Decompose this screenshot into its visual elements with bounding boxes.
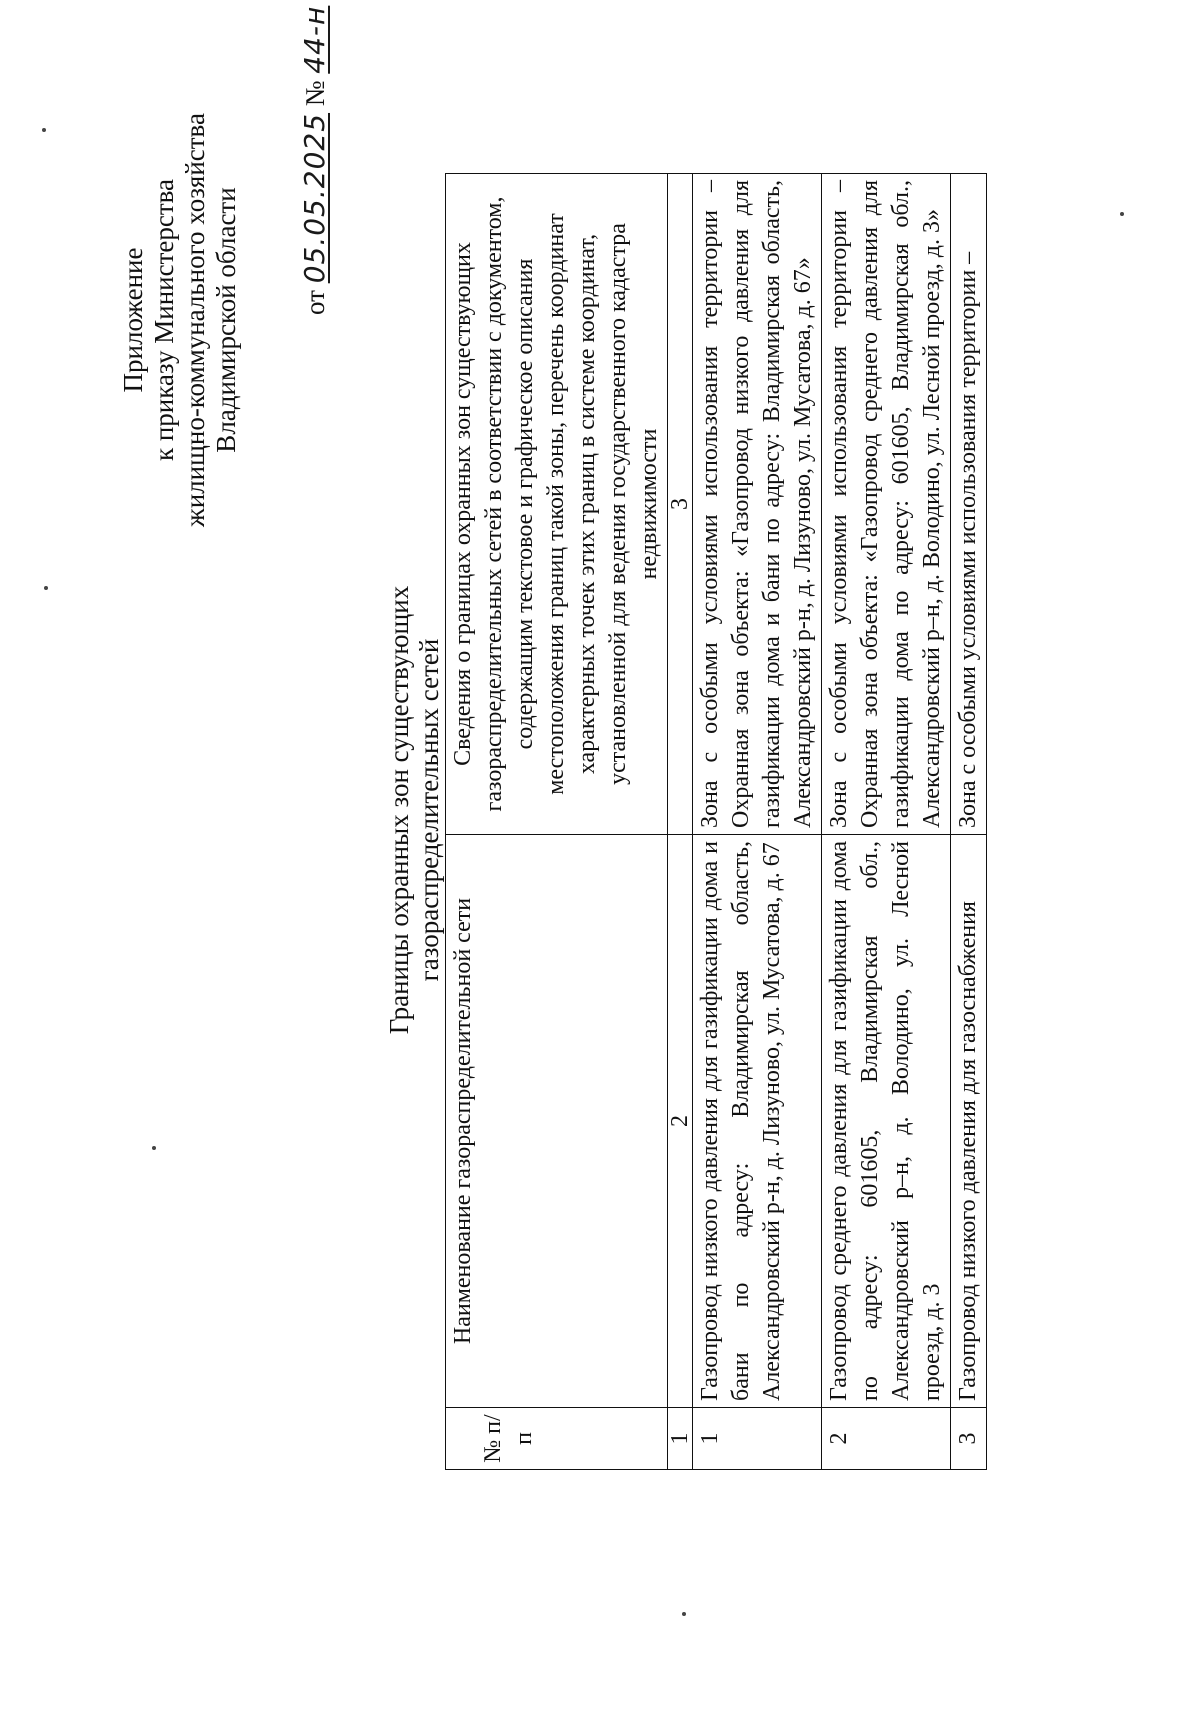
title-line: газораспределительных сетей (414, 638, 444, 982)
table-header-row (446, 174, 668, 1470)
appendix-line: Владимирской области (211, 187, 241, 453)
row-number: 3 (951, 1408, 987, 1470)
zone-info: Зона с особыми условиями использования территории – Охранная зона объекта: «Газопровод низкого давления для газификации дома и бани по адресу: Владимирская область, Александровский р-н, д. Лизуново, ул. Мусатова, д. 67» (693, 174, 822, 835)
order-number-label: № (300, 80, 330, 107)
scan-speck (1120, 212, 1124, 216)
document-title (384, 430, 444, 1190)
title-line: Границы охранных зон существующих (384, 585, 414, 1035)
scan-speck (152, 1146, 156, 1150)
zones-table (445, 173, 987, 1470)
row-number: 2 (822, 1408, 951, 1470)
order-date: 05.05.2025 (298, 112, 331, 284)
scan-speck (42, 128, 46, 132)
appendix-line: жилищно-коммунального хозяйства (180, 113, 210, 527)
column-number: 2 (668, 835, 693, 1408)
scan-speck (44, 586, 48, 590)
appendix-header (118, 110, 242, 530)
scan-speck (682, 1612, 686, 1616)
header-cell-number: № п/п (446, 1408, 668, 1470)
zone-info: Зона с особыми условиями использования территории – Охранная зона объекта: «Газопровод среднего давления для газификации дома по адресу: 601605, Владимирская обл., Александровский р–н, д. Володино, ул. Лесной проезд, д. 3» (822, 174, 951, 835)
appendix-line: к приказу Министерства (149, 178, 179, 462)
zone-info: Зона с особыми условиями использования территории – (951, 174, 987, 835)
order-number: 44-н (298, 5, 331, 74)
header-cell-name: Наименование газораспределительной сети (446, 835, 668, 1408)
table-row (822, 174, 951, 1470)
row-number: 1 (693, 1408, 822, 1470)
column-number-row (668, 174, 693, 1470)
network-name: Газопровод среднего давления для газификации дома по адресу: 601605, Владимирская обл., Александровский р–н, д. Володино, ул. Лесной проезд, д. 3 (822, 835, 951, 1408)
order-from-label: от (300, 290, 330, 315)
appendix-line: Приложение (118, 247, 148, 393)
order-reference (298, 5, 331, 315)
network-name: Газопровод низкого давления для газоснабжения (951, 835, 987, 1408)
network-name: Газопровод низкого давления для газификации дома и бани по адресу: Владимирская область, Александровский р-н, д. Лизуново, ул. Мусатова, д. 67 (693, 835, 822, 1408)
header-cell-info: Сведения о границах охранных зон существующих газораспределительных сетей в соответствии с документом, содержащим текстовое и графическое описания местоположения границ такой зоны, перечень координат характерных точек этих границ в системе координат, установленной для ведения государственного кадастра недвижимости (446, 174, 668, 835)
column-number: 1 (668, 1408, 693, 1470)
column-number: 3 (668, 174, 693, 835)
table-row (951, 174, 987, 1470)
table-row (693, 174, 822, 1470)
